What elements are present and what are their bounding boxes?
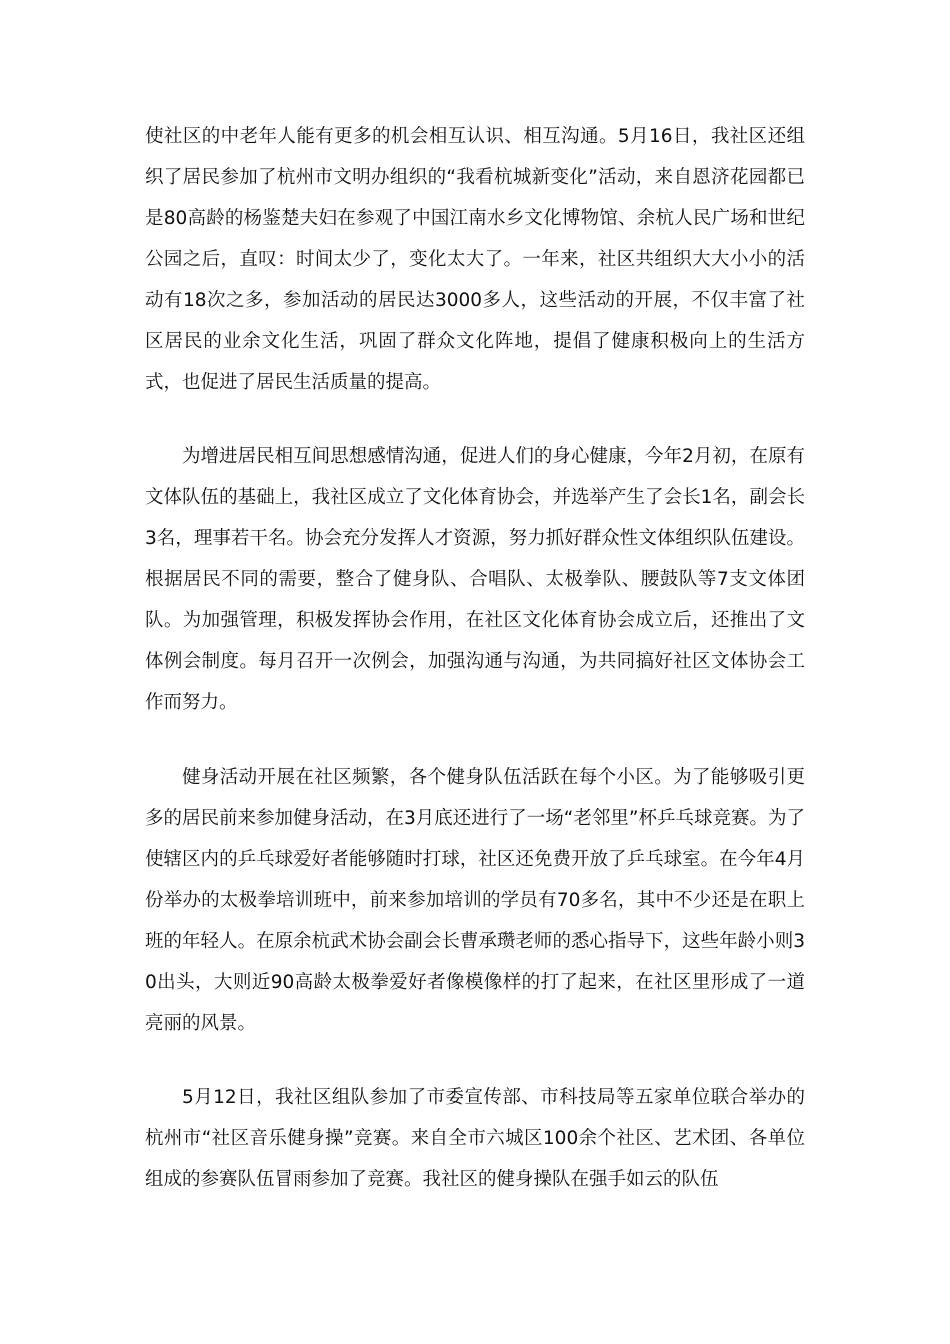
paragraph-3: 健身活动开展在社区频繁，各个健身队伍活跃在每个小区。为了能够吸引更多的居民前来参加健身活动，在3月底还进行了一场“老邻里”杯乒乓球竞赛。为了使辖区内的乒乓球爱好者能够随时打球，社区还免费开放了乒乓球室。在今年4月份举办的太极拳培训班中，前来参加培训的学员有70多名，其中不少还是在职上班的年轻人。在原余杭武术协会副会长曹承瓒老师的悉心指导下，这些年龄小则30出头，大则近90高龄太极拳爱好者像模像样的打了起来，在社区里形成了一道亮丽的风景。 xyxy=(145,767,805,1034)
paragraph-4: 5月12日，我社区组队参加了市委宣传部、市科技局等五家单位联合举办的杭州市“社区音乐健身操”竞赛。来自全市六城区100余个社区、艺术团、各单位组成的参赛队伍冒雨参加了竞赛。我社区的健身操队在强手如云的队伍 xyxy=(145,1087,805,1190)
paragraph-2: 为增进居民相互间思想感情沟通，促进人们的身心健康，今年2月初，在原有文体队伍的基础上，我社区成立了文化体育协会，并选举产生了会长1名，副会长3名，理事若干名。协会充分发挥人才资源，努力抓好群众性文体组织队伍建设。根据居民不同的需要，整合了健身队、合唱队、太极拳队、腰鼓队等7支文体团队。为加强管理，积极发挥协会作用，在社区文化体育协会成立后，还推出了文体例会制度。每月召开一次例会，加强沟通与沟通，为共同搞好社区文体协会工作而努力。 xyxy=(145,446,805,713)
paragraph-1: 使社区的中老年人能有更多的机会相互认识、相互沟通。5月16日，我社区还组织了居民参加了杭州市文明办组织的“我看杭城新变化”活动，来自恩济花园都已是80高龄的杨鉴楚夫妇在参观了中国江南水乡文化博物馆、余杭人民广场和世纪公园之后，直叹：时间太少了，变化太大了。一年来，社区共组织大大小小的活动有18次之多，参加活动的居民达3000多人，这些活动的开展，不仅丰富了社区居民的业余文化生活，巩固了群众文化阵地，提倡了健康积极向上的生活方式，也促进了居民生活质量的提高。 xyxy=(145,126,805,393)
